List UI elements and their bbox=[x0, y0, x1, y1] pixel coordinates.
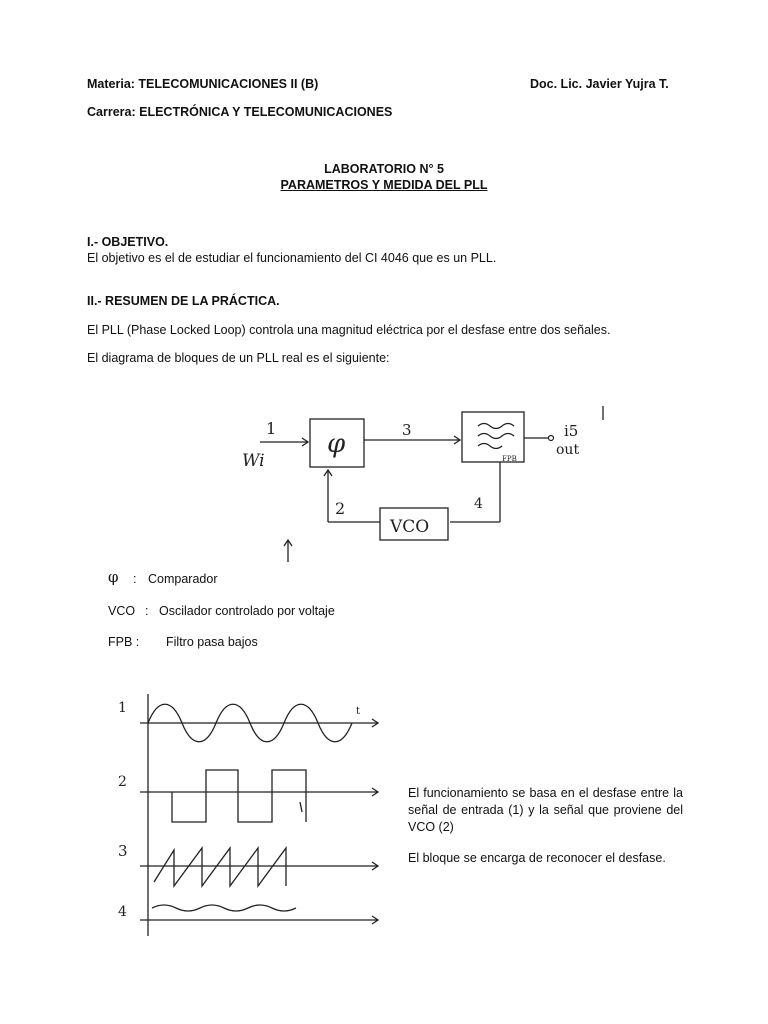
legend-sep-vco: : bbox=[145, 604, 149, 618]
output-label: out bbox=[556, 442, 580, 458]
objective-text: El objetivo es el de estudiar el funcionamiento del CI 4046 que es un PLL. bbox=[87, 251, 497, 265]
waveform-3-label: 3 bbox=[118, 842, 128, 860]
legend-symbol-phi: φ bbox=[108, 568, 119, 586]
input-number: 1 bbox=[266, 419, 277, 438]
waveform-2-label: 2 bbox=[118, 774, 127, 790]
legend-desc-comparador: Comparador bbox=[148, 572, 218, 586]
time-axis-label: t bbox=[356, 706, 361, 717]
waveform-4-label: 4 bbox=[118, 904, 127, 920]
teacher-line: Doc. Lic. Javier Yujra T. bbox=[530, 77, 669, 91]
objective-heading: I.- OBJETIVO. bbox=[87, 235, 169, 249]
subject-line: Materia: TELECOMUNICACIONES II (B) bbox=[87, 77, 319, 91]
signal-4-label: 4 bbox=[474, 496, 483, 512]
output-terminal bbox=[549, 436, 554, 441]
waveform-1-label: 1 bbox=[118, 700, 127, 716]
lab-title: PARAMETROS Y MEDIDA DEL PLL bbox=[280, 178, 488, 192]
explanation-paragraph-2: El bloque se encarga de reconocer el desfase. bbox=[408, 851, 666, 865]
summary-paragraph-1: El PLL (Phase Locked Loop) controla una magnitud eléctrica por el desfase entre dos señales. bbox=[87, 323, 611, 337]
input-label: Wi bbox=[242, 451, 265, 471]
signal-3-label: 3 bbox=[402, 421, 412, 439]
summary-paragraph-2: El diagrama de bloques de un PLL real es el siguiente: bbox=[87, 351, 390, 365]
legend-sep-phi: : bbox=[133, 572, 137, 586]
comparator-symbol: φ bbox=[327, 429, 346, 459]
fpb-small-label: FPB bbox=[502, 455, 517, 463]
output-number: i5 bbox=[564, 422, 579, 440]
legend-symbol-vco: VCO bbox=[108, 604, 136, 618]
legend-desc-fpb: Filtro pasa bajos bbox=[166, 635, 258, 649]
explanation-paragraph-1: El funcionamiento se basa en el desfase entre la señal de entrada (1) y la señal que proviene del VCO (2) bbox=[408, 786, 683, 834]
legend-symbol-fpb: FPB : bbox=[108, 635, 140, 649]
summary-heading: II.- RESUMEN DE LA PRÁCTICA. bbox=[87, 294, 280, 308]
waveform-sketch bbox=[110, 690, 390, 940]
legend-desc-vco: Oscilador controlado por voltaje bbox=[159, 604, 335, 618]
vco-label: VCO bbox=[390, 517, 430, 537]
pll-block-diagram bbox=[230, 390, 610, 570]
lab-number: LABORATORIO N° 5 bbox=[324, 162, 444, 176]
career-line: Carrera: ELECTRÓNICA Y TELECOMUNICACIONES bbox=[87, 105, 393, 119]
signal-2-label: 2 bbox=[335, 499, 346, 518]
